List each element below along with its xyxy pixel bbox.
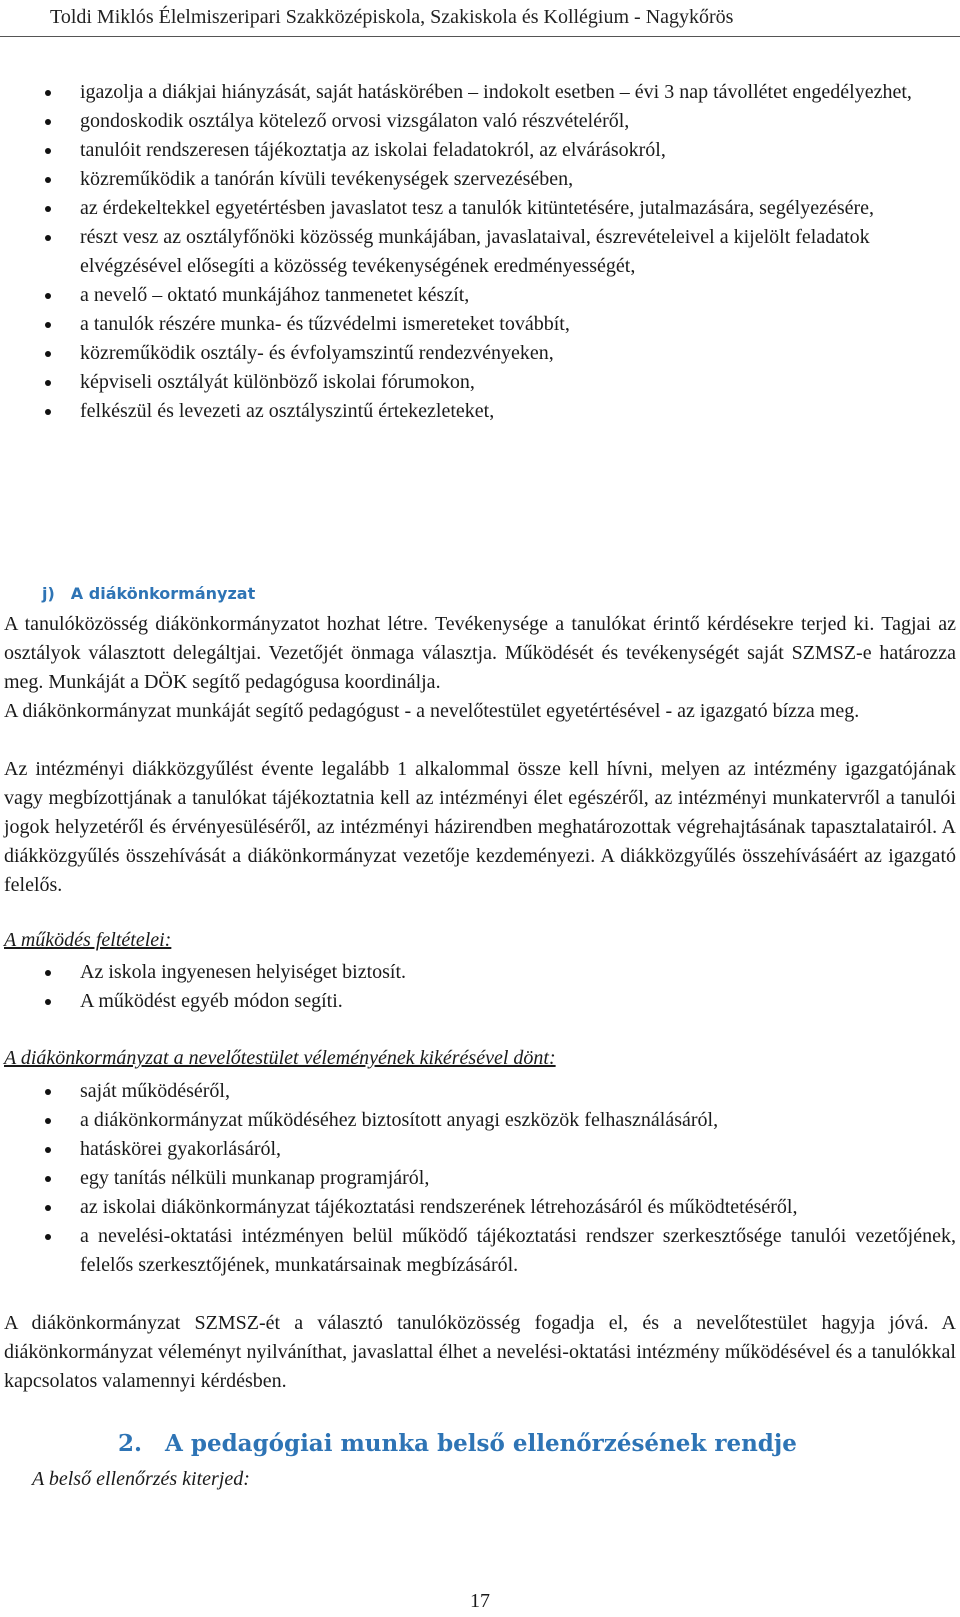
student-government-paragraph-4: A diákönkormányzat SZMSZ-ét a választó tanulóközösség fogadja el, és a nevelőtestület hagyja jóvá. A diákönkormányzat véleményt nyilváníthat, javaslattal élhet a nevelési-oktatási intézmény működésével és a tanulókkal kapcsolatos valamennyi kérdésben. (4, 1312, 956, 1392)
list-item: az iskolai diákönkormányzat tájékoztatási rendszerének létrehozásáról és működtetéséről, (0, 1193, 960, 1222)
decides-label: A diákönkormányzat a nevelőtestület véleményének kikérésével dönt: (4, 1047, 556, 1069)
list-item: a nevelési-oktatási intézményen belül működő tájékoztatási rendszer szerkesztősége tanulói vezetőjének, felelős szerkesztőjének, munkatársainak megbízásáról. (0, 1222, 960, 1280)
bullet-icon (45, 177, 51, 183)
bullet-icon (45, 322, 51, 328)
bullet-icon (45, 1234, 51, 1240)
decides-list (0, 1077, 960, 1280)
header-school-name: Toldi Miklós Élelmiszeripari Szakközépiskola, Szakiskola és Kollégium - Nagykőrös (50, 6, 734, 28)
student-government-paragraph-1: A tanulóközösség diákönkormányzatot hozhat létre. Tevékenysége a tanulókat érintő kérdésekre terjed ki. Tagjai az osztályok választott delegáltjai. Vezetőjét önmaga választja. Működését és tevékenységét saját SZMSZ-e határozza meg. Munkáját a DÖK segítő pedagógusa koordinálja. (4, 613, 956, 693)
bullet-icon (45, 380, 51, 386)
page-number: 17 (470, 1590, 490, 1612)
list-item: felkészül és levezeti az osztályszintű értekezleteket, (0, 397, 960, 426)
list-item: tanulóit rendszeresen tájékoztatja az iskolai feladatokról, az elvárásokról, (0, 136, 960, 165)
bullet-icon (45, 1118, 51, 1124)
bullet-icon (45, 148, 51, 154)
list-item: a diákönkormányzat működéséhez biztosított anyagi eszközök felhasználásáról, (0, 1106, 960, 1135)
page-header (0, 0, 960, 37)
list-item: az érdekeltekkel egyetértésben javaslatot tesz a tanulók kitüntetésére, jutalmazására, segélyezésére, (0, 194, 960, 223)
list-item: közreműködik osztály- és évfolyamszintű rendezvényeken, (0, 339, 960, 368)
conditions-label: A működés feltételei: (4, 929, 172, 951)
bullet-icon (45, 206, 51, 212)
student-government-paragraph-2: A diákönkormányzat munkáját segítő pedagógust - a nevelőtestület egyetértésével - az igazgató bízza meg. (4, 700, 860, 722)
list-item: Az iskola ingyenesen helyiséget biztosít. (0, 958, 960, 987)
bullet-icon (45, 999, 51, 1005)
bullet-icon (45, 1089, 51, 1095)
bullet-icon (45, 293, 51, 299)
bullet-icon (45, 970, 51, 976)
bullet-icon (45, 119, 51, 125)
form-teacher-duties-list (0, 78, 960, 426)
list-item: A működést egyéb módon segíti. (0, 987, 960, 1016)
conditions-list (0, 958, 960, 1016)
section-2-title: 2. A pedagógiai munka belső ellenőrzésének rendje (118, 1430, 797, 1457)
list-item: közreműködik a tanórán kívüli tevékenységek szervezésében, (0, 165, 960, 194)
bullet-icon (45, 1205, 51, 1211)
list-item: igazolja a diákjai hiányzását, saját hatáskörében – indokolt esetben – évi 3 nap távollétet engedélyezhet, (0, 78, 960, 107)
list-item: gondoskodik osztálya kötelező orvosi vizsgálaton való részvételéről, (0, 107, 960, 136)
list-item: hatáskörei gyakorlásáról, (0, 1135, 960, 1164)
bullet-icon (45, 235, 51, 241)
list-item: részt vesz az osztályfőnöki közösség munkájában, javaslataival, észrevételeivel a kijelölt feladatok elvégzésével elősegíti a közösség tevékenységének eredményességét, (0, 223, 960, 281)
list-item: a tanulók részére munka- és tűzvédelmi ismereteket továbbít, (0, 310, 960, 339)
list-item: képviseli osztályát különböző iskolai fórumokon, (0, 368, 960, 397)
section-2-intro: A belső ellenőrzés kiterjed: (32, 1468, 250, 1490)
list-item: egy tanítás nélküli munkanap programjáról, (0, 1164, 960, 1193)
list-item: a nevelő – oktató munkájához tanmenetet készít, (0, 281, 960, 310)
bullet-icon (45, 351, 51, 357)
list-item: saját működéséről, (0, 1077, 960, 1106)
bullet-icon (45, 409, 51, 415)
bullet-icon (45, 1176, 51, 1182)
bullet-icon (45, 1147, 51, 1153)
bullet-icon (45, 90, 51, 96)
student-government-paragraph-3: Az intézményi diákközgyűlést évente legalább 1 alkalommal össze kell hívni, melyen az intézmény igazgatójának vagy megbízottjának a tanulókat tájékoztatnia kell az intézményi élet egészéről, az intézményi munkatervről a tanulói jogok helyzetéről és érvényesüléséről, az intézményi házirendben meghatározottak végrehajtásának tapasztalatairól. A diákközgyűlés összehívását a diákönkormányzat vezetője kezdeményezi. A diákközgyűlés összehívásáért az igazgató felelős. (4, 758, 956, 896)
student-government-heading: j) A diákönkormányzat (42, 584, 256, 603)
